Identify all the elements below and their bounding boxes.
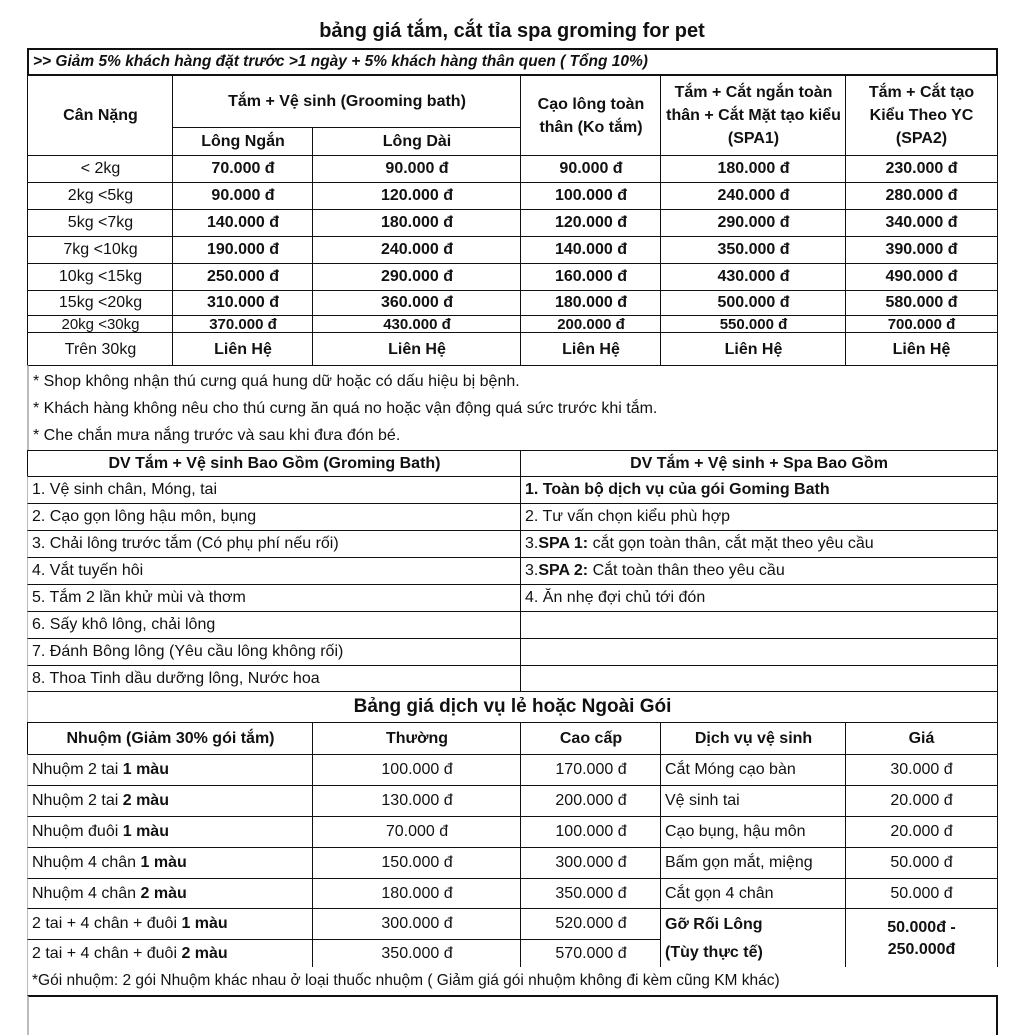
price-cell-spa1: 550.000 đ — [660, 315, 847, 333]
dye-service-cell — [27, 816, 314, 848]
bath-package-header: DV Tắm + Vệ sinh Bao Gồm (Groming Bath) — [27, 450, 522, 477]
dye-color-count: 1 màu — [181, 915, 228, 932]
notes-box — [27, 365, 998, 451]
empty-box — [27, 995, 998, 1035]
weight-cell: 2kg <5kg — [27, 182, 174, 210]
price-cell-long: 90.000 đ — [312, 155, 522, 183]
hygiene-service: Vệ sinh tai — [660, 785, 847, 817]
price-cell-long: 430.000 đ — [312, 315, 522, 333]
price-cell-spa1: 240.000 đ — [660, 182, 847, 210]
dye-price-premium: 170.000 đ — [520, 754, 662, 786]
spa-package-header: DV Tắm + Vệ sinh + Spa Bao Gồm — [520, 450, 998, 477]
dye-service-cell — [27, 908, 314, 940]
discount-note: >> Giảm 5% khách hàng đặt trước >1 ngày + 5% khách hàng thân quen ( Tổng 10%) — [27, 48, 998, 76]
price-cell-spa1: 350.000 đ — [660, 236, 847, 264]
price-cell-long: 120.000 đ — [312, 182, 522, 210]
detangle-service-line2: (Tùy thực tế) — [665, 943, 763, 961]
spa-package-item — [520, 476, 998, 504]
dye-price-normal: 180.000 đ — [312, 878, 522, 909]
price-cell-short: 250.000 đ — [172, 263, 314, 291]
dye-price-premium: 520.000 đ — [520, 908, 662, 940]
bath-package-item: 2. Cạo gọn lông hậu môn, bụng — [27, 503, 522, 531]
price-cell-short: 140.000 đ — [172, 209, 314, 237]
price-cell-spa2: 230.000 đ — [845, 155, 998, 183]
weight-cell: 15kg <20kg — [27, 290, 174, 316]
price-cell-short: 310.000 đ — [172, 290, 314, 316]
dye-service-cell — [27, 939, 314, 969]
dye-price-normal: 300.000 đ — [312, 908, 522, 940]
dye-price-premium: 350.000 đ — [520, 878, 662, 909]
header-weight: Cân Nặng — [27, 75, 174, 156]
price-cell-short: 90.000 đ — [172, 182, 314, 210]
dye-label: Nhuộm 4 chân — [32, 854, 141, 871]
price-cell-long: Liên Hệ — [312, 332, 522, 367]
price-cell-shave: Liên Hệ — [520, 332, 662, 367]
price-cell-long: 360.000 đ — [312, 290, 522, 316]
dye-price-premium: 200.000 đ — [520, 785, 662, 817]
dye-price-normal: 70.000 đ — [312, 816, 522, 848]
bath-package-item: 3. Chải lông trước tắm (Có phụ phí nếu rối) — [27, 530, 522, 558]
header-spa1: Tắm + Cắt ngắn toàn thân + Cắt Mặt tạo kiểu (SPA1) — [660, 75, 847, 156]
header-price: Giá — [845, 722, 998, 755]
spa-package-item — [520, 638, 998, 666]
detangle-price-line2: 250.000đ — [887, 940, 956, 958]
price-cell-short: 370.000 đ — [172, 315, 314, 333]
price-cell-spa2: 580.000 đ — [845, 290, 998, 316]
dye-label: Nhuộm đuôi — [32, 823, 123, 840]
price-cell-long: 240.000 đ — [312, 236, 522, 264]
note-item: * Khách hàng không nêu cho thú cưng ăn quá no hoặc vận động quá sức trước khi tắm. — [33, 400, 658, 417]
dye-price-normal: 130.000 đ — [312, 785, 522, 817]
header-premium: Cao cấp — [520, 722, 662, 755]
price-cell-spa2: 700.000 đ — [845, 315, 998, 333]
weight-cell: 7kg <10kg — [27, 236, 174, 264]
note-item: * Che chắn mưa nắng trước và sau khi đưa đón bé. — [33, 427, 401, 444]
hygiene-price: 50.000 đ — [845, 878, 998, 909]
bath-package-item: 1. Vệ sinh chân, Móng, tai — [27, 476, 522, 504]
weight-cell: < 2kg — [27, 155, 174, 183]
price-cell-spa1: Liên Hệ — [660, 332, 847, 367]
detangle-service-line1: Gỡ Rối Lông — [665, 915, 763, 933]
weight-cell: 20kg <30kg — [27, 315, 174, 333]
header-dye: Nhuộm (Giảm 30% gói tắm) — [27, 722, 314, 755]
hygiene-price: 20.000 đ — [845, 785, 998, 817]
spa-item-prefix: 2. Tư vấn chọn kiểu phù hợp — [525, 508, 731, 525]
dye-label: Nhuộm 4 chân — [32, 884, 141, 902]
dye-color-count: 2 màu — [181, 945, 228, 962]
hygiene-price: 30.000 đ — [845, 754, 998, 786]
dye-price-normal: 100.000 đ — [312, 754, 522, 786]
detangle-price — [845, 908, 998, 969]
spa-item-bold: SPA 2: — [538, 562, 589, 579]
dye-label: 2 tai + 4 chân + đuôi — [32, 915, 182, 932]
bath-package-item: 4. Vắt tuyến hôi — [27, 557, 522, 585]
hygiene-service: Bấm gọn mắt, miệng — [660, 847, 847, 879]
dye-price-premium: 570.000 đ — [520, 939, 662, 969]
spa-item-prefix: 3. — [525, 562, 539, 579]
spa-package-item — [520, 665, 998, 693]
weight-cell: Trên 30kg — [27, 332, 174, 367]
price-cell-spa1: 430.000 đ — [660, 263, 847, 291]
price-cell-spa2: 340.000 đ — [845, 209, 998, 237]
dye-color-count: 1 màu — [122, 761, 169, 778]
dye-label: 2 tai + 4 chân + đuôi — [32, 945, 182, 962]
header-shave: Cạo lông toàn thân (Ko tắm) — [520, 75, 662, 156]
weight-cell: 5kg <7kg — [27, 209, 174, 237]
weight-cell: 10kg <15kg — [27, 263, 174, 291]
spa-package-item — [520, 584, 998, 612]
price-cell-spa1: 180.000 đ — [660, 155, 847, 183]
dye-price-normal: 150.000 đ — [312, 847, 522, 879]
header-long-hair: Lông Dài — [312, 127, 522, 156]
dye-service-cell — [27, 878, 314, 909]
detangle-price-line1: 50.000đ - — [887, 918, 956, 936]
spa-package-item — [520, 557, 998, 585]
detangle-service — [660, 908, 847, 969]
dye-service-cell — [27, 754, 314, 786]
price-cell-spa2: 490.000 đ — [845, 263, 998, 291]
spa-package-item — [520, 611, 998, 639]
spa-package-item — [520, 503, 998, 531]
price-cell-spa2: 280.000 đ — [845, 182, 998, 210]
spa-item-prefix: 4. Ăn nhẹ đợi chủ tới đón — [525, 589, 706, 606]
dye-color-count: 2 màu — [122, 792, 169, 809]
bath-package-item: 8. Thoa Tinh dầu dưỡng lông, Nước hoa — [27, 665, 522, 693]
header-normal: Thường — [312, 722, 522, 755]
price-cell-long: 290.000 đ — [312, 263, 522, 291]
price-cell-spa1: 500.000 đ — [660, 290, 847, 316]
hygiene-service: Cắt gọn 4 chân — [660, 878, 847, 909]
bath-package-item: 7. Đánh Bông lông (Yêu cầu lông không rối) — [27, 638, 522, 666]
bath-package-item: 5. Tắm 2 lần khử mùi và thơm — [27, 584, 522, 612]
hygiene-price: 50.000 đ — [845, 847, 998, 879]
spa-package-item — [520, 530, 998, 558]
dye-price-premium: 100.000 đ — [520, 816, 662, 848]
price-cell-shave: 90.000 đ — [520, 155, 662, 183]
spa-item-prefix: 3. — [525, 535, 539, 552]
dye-service-cell — [27, 785, 314, 817]
price-cell-long: 180.000 đ — [312, 209, 522, 237]
dye-color-count: 1 màu — [140, 854, 187, 871]
dye-footnote: *Gói nhuộm: 2 gói Nhuộm khác nhau ở loại thuốc nhuộm ( Giảm giá gói nhuộm không đi kèm cũng KM khác) — [27, 967, 998, 996]
price-cell-shave: 200.000 đ — [520, 315, 662, 333]
bath-package-item: 6. Sấy khô lông, chải lông — [27, 611, 522, 639]
dye-color-count: 2 màu — [140, 884, 187, 902]
price-cell-short: 70.000 đ — [172, 155, 314, 183]
header-short-hair: Lông Ngắn — [172, 127, 314, 156]
header-spa2: Tắm + Cắt tạo Kiểu Theo YC (SPA2) — [845, 75, 998, 156]
price-cell-spa2: 390.000 đ — [845, 236, 998, 264]
spa-item-bold: SPA 1: — [538, 535, 589, 552]
extras-title: Bảng giá dịch vụ lẻ hoặc Ngoài Gói — [27, 691, 998, 723]
price-cell-spa2: Liên Hệ — [845, 332, 998, 367]
dye-price-premium: 300.000 đ — [520, 847, 662, 879]
price-cell-short: Liên Hệ — [172, 332, 314, 367]
price-cell-shave: 180.000 đ — [520, 290, 662, 316]
hygiene-service: Cạo bụng, hậu môn — [660, 816, 847, 848]
dye-label: Nhuộm 2 tai — [32, 792, 123, 809]
price-cell-shave: 160.000 đ — [520, 263, 662, 291]
dye-label: Nhuộm 2 tai — [32, 761, 123, 778]
hygiene-price: 20.000 đ — [845, 816, 998, 848]
spa-item-bold: 1. Toàn bộ dịch vụ của gói Goming Bath — [525, 481, 830, 498]
page-title: bảng giá tắm, cắt tỉa spa groming for pet — [319, 20, 705, 42]
price-cell-shave: 120.000 đ — [520, 209, 662, 237]
dye-color-count: 1 màu — [122, 823, 169, 840]
header-hygiene: Dịch vụ vệ sinh — [660, 722, 847, 755]
price-cell-spa1: 290.000 đ — [660, 209, 847, 237]
hygiene-service: Cắt Móng cạo bàn — [660, 754, 847, 786]
price-cell-shave: 100.000 đ — [520, 182, 662, 210]
dye-price-normal: 350.000 đ — [312, 939, 522, 969]
spa-item-rest: cắt gọn toàn thân, cắt mặt theo yêu cầu — [588, 535, 874, 552]
note-item: * Shop không nhận thú cưng quá hung dữ hoặc có dấu hiệu bị bệnh. — [33, 373, 520, 390]
spa-item-rest: Cắt toàn thân theo yêu cầu — [588, 562, 785, 579]
price-cell-shave: 140.000 đ — [520, 236, 662, 264]
header-grooming-bath: Tắm + Vệ sinh (Grooming bath) — [172, 75, 522, 129]
dye-service-cell — [27, 847, 314, 879]
price-cell-short: 190.000 đ — [172, 236, 314, 264]
